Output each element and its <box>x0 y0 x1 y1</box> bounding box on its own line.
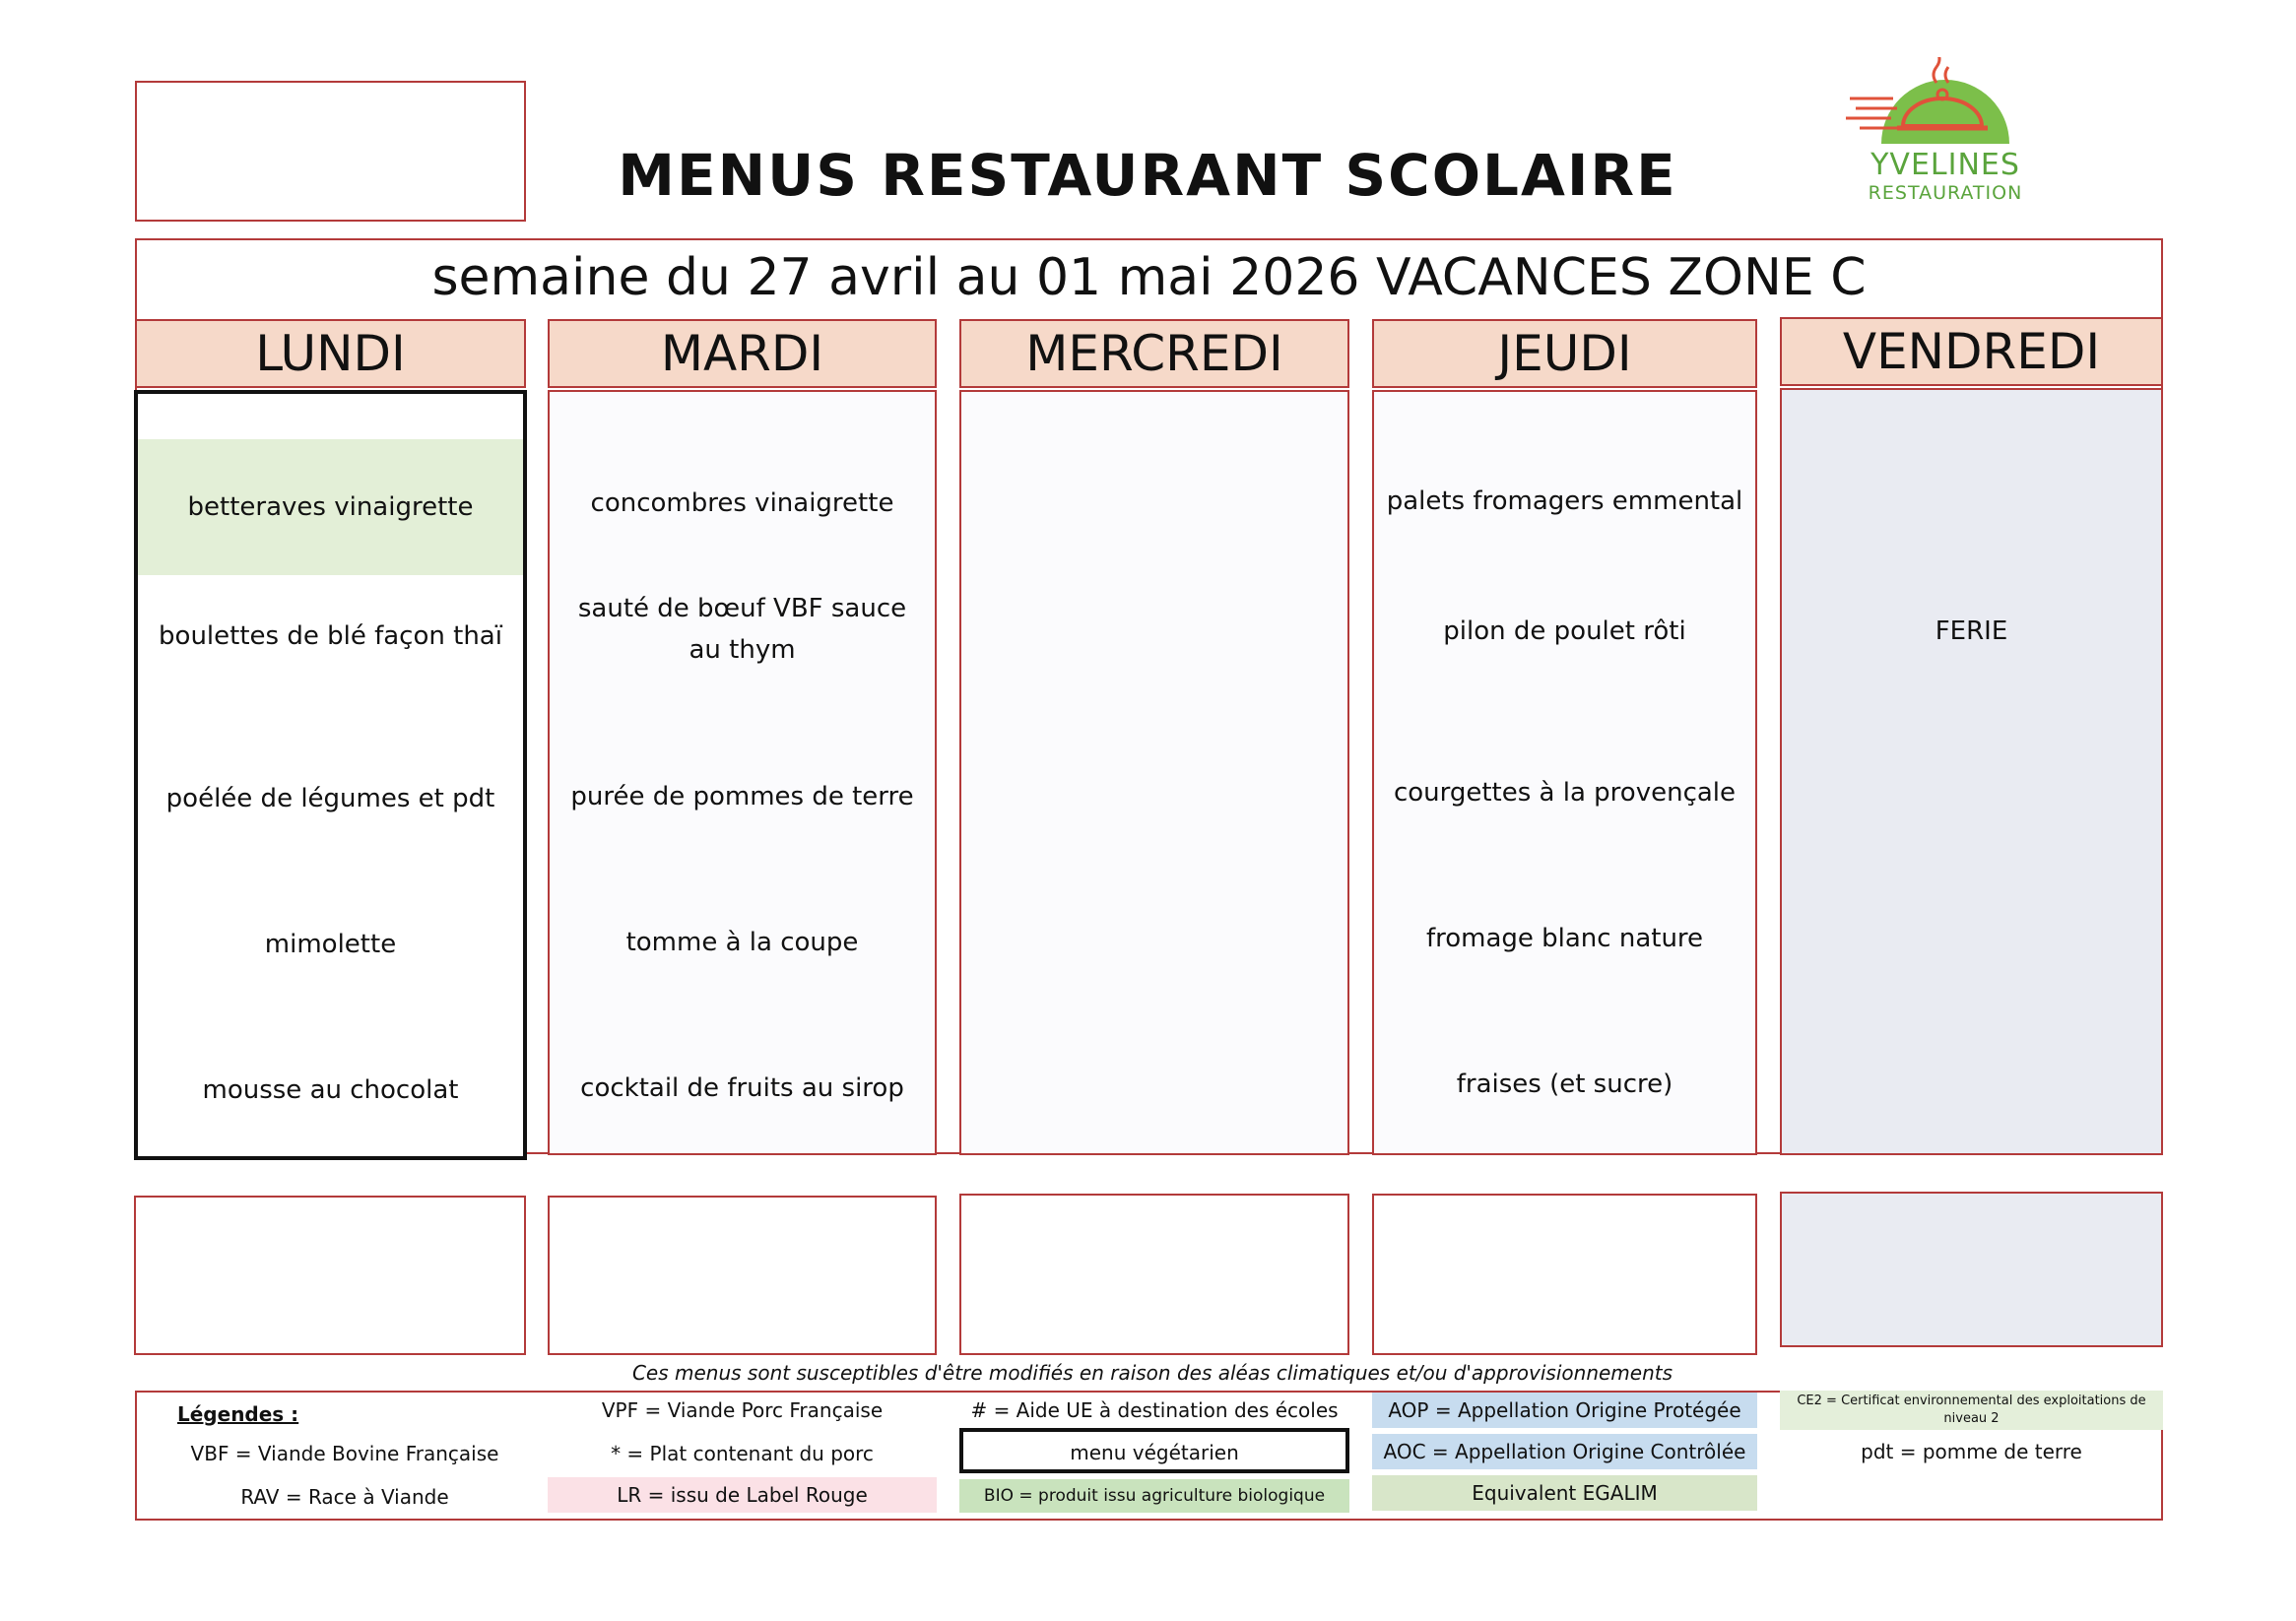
bottom-box-lundi <box>134 1196 526 1355</box>
legend-rav: RAV = Race à Viande <box>240 1485 449 1509</box>
day-header-jeudi: JEUDI <box>1372 319 1757 388</box>
bottom-box-mercredi <box>959 1194 1349 1355</box>
day-column-vendredi <box>1780 388 2163 1155</box>
legend-menu-vegetarien: menu végétarien <box>959 1428 1349 1473</box>
logo-text-restauration: RESTAURATION <box>1868 182 2023 204</box>
vendredi-ferie-note: FERIE <box>1935 616 2008 646</box>
disclaimer-text: Ces menus sont susceptibles d'être modifiés en raison des aléas climatiques et/ou d'approvisionnements <box>631 1361 1673 1385</box>
legend-vbf: VBF = Viande Bovine Française <box>190 1442 499 1465</box>
dish-mardi-plat: sauté de bœuf VBF sauce au thym <box>577 594 907 665</box>
legend-egalim: Equivalent EGALIM <box>1372 1475 1757 1511</box>
dish-jeudi-fromage: fromage blanc nature <box>1425 924 1704 953</box>
day-column-mercredi <box>959 390 1349 1155</box>
dish-jeudi-plat: pilon de poulet rôti <box>1443 616 1686 646</box>
dish-jeudi-entree: palets fromagers emmental <box>1386 486 1743 516</box>
dish-lundi-entree: betteraves vinaigrette <box>138 439 523 575</box>
dish-mardi-fromage: tomme à la coupe <box>625 928 859 957</box>
dish-lundi-fromage: mimolette <box>264 930 397 959</box>
top-left-box <box>135 81 526 222</box>
day-header-vendredi: VENDREDI <box>1780 317 2163 386</box>
legend-aide-ue: # = Aide UE à destination des écoles <box>970 1398 1339 1422</box>
dish-mardi-entree: concombres vinaigrette <box>590 488 894 518</box>
day-column-jeudi <box>1372 390 1757 1155</box>
dish-jeudi-accompagnement: courgettes à la provençale <box>1393 778 1737 808</box>
day-header-mardi: MARDI <box>548 319 937 388</box>
dish-mardi-accompagnement: purée de pommes de terre <box>570 782 914 811</box>
day-column-mardi <box>548 390 937 1155</box>
legend-pdt: pdt = pomme de terre <box>1861 1440 2082 1463</box>
dish-mardi-dessert: cocktail de fruits au sirop <box>580 1073 904 1103</box>
legend-bio: BIO = produit issu agriculture biologique <box>959 1479 1349 1513</box>
bottom-box-jeudi <box>1372 1194 1757 1355</box>
week-title: semaine du 27 avril au 01 mai 2026 VACANCES ZONE C <box>431 248 1867 307</box>
legend-aoc: AOC = Appellation Origine Contrôlée <box>1372 1434 1757 1469</box>
legend-label-rouge: LR = issu de Label Rouge <box>548 1477 937 1513</box>
dish-jeudi-dessert: fraises (et sucre) <box>1456 1070 1673 1099</box>
dish-lundi-plat: boulettes de blé façon thaï <box>159 621 502 651</box>
legend-porc: * = Plat contenant du porc <box>611 1442 874 1465</box>
dish-lundi-accompagnement: poélée de légumes et pdt <box>165 784 495 813</box>
dish-lundi-dessert: mousse au chocolat <box>202 1075 459 1105</box>
legend-ce2: CE2 = Certificat environnemental des exploitations de niveau 2 <box>1780 1391 2163 1430</box>
day-header-lundi: LUNDI <box>135 319 526 388</box>
page-title: MENUS RESTAURANT SCOLAIRE <box>618 142 1677 209</box>
day-column-lundi <box>134 390 527 1160</box>
bottom-box-mardi <box>548 1196 937 1355</box>
bottom-box-vendredi <box>1780 1192 2163 1347</box>
legend-aop: AOP = Appellation Origine Protégée <box>1372 1393 1757 1428</box>
legend-heading: Légendes : <box>177 1402 299 1426</box>
legend-vpf: VPF = Viande Porc Française <box>601 1398 884 1422</box>
logo-text-yvelines: YVELINES <box>1870 148 2020 182</box>
day-header-mercredi: MERCREDI <box>959 319 1349 388</box>
